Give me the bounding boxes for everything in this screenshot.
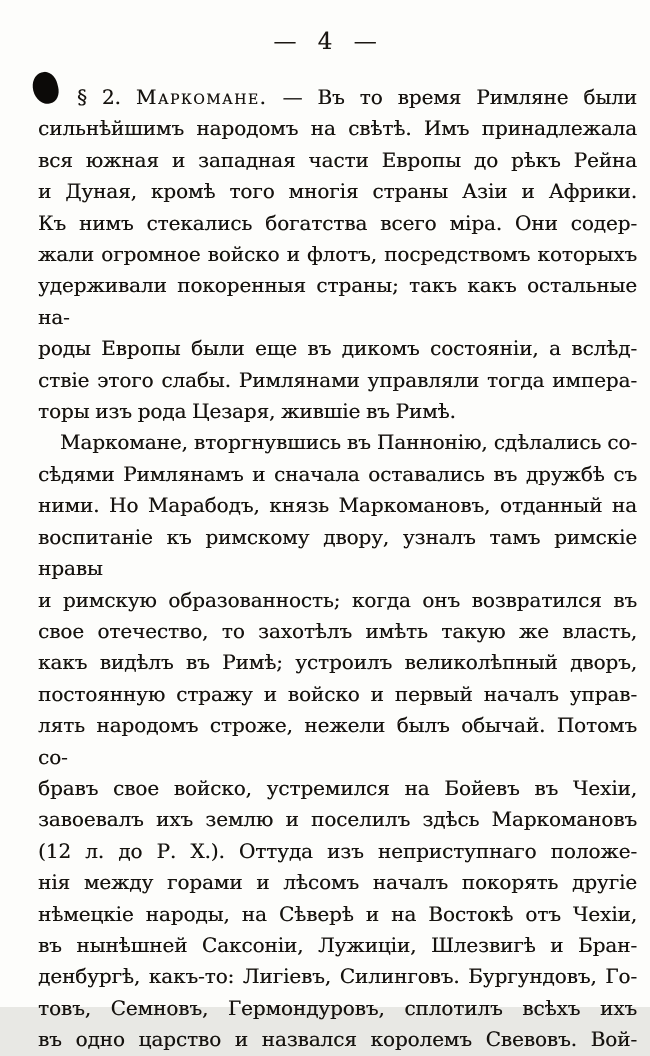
page-text-block xyxy=(38,82,637,1056)
text-line: сѣдями Римлянамъ и сначала оставались въ дружбѣ съ xyxy=(38,461,637,486)
text-line: воспитаніе къ римскому двору, узналъ тамъ римскіе нравы xyxy=(38,524,637,581)
text-line: и римскую образованность; когда онъ возвратился въ xyxy=(38,587,637,612)
text-line: въ нынѣшней Саксоніи, Лужиціи, Шлезвигѣ и Бран- xyxy=(38,932,637,957)
text-line: завоевалъ ихъ землю и поселилъ здѣсь Маркомановъ xyxy=(38,807,637,832)
text-line: въ одно царство и назвался королемъ Свевовъ. Вой- xyxy=(38,1027,637,1052)
text-line: какъ видѣлъ въ Римѣ; устроилъ великолѣпный дворъ, xyxy=(38,650,637,675)
text-line: вся южная и западная части Европы до рѣкъ Рейна xyxy=(38,147,637,172)
heading-dash: — xyxy=(282,85,303,109)
page-header xyxy=(0,31,650,54)
section-heading-line xyxy=(38,82,637,113)
text-line: нѣмецкіе народы, на Сѣверѣ и на Востокѣ отъ Чехіи, xyxy=(38,901,637,926)
text-line: денбургѣ, какъ-то: Лигіевъ, Силинговъ. Бургундовъ, Го- xyxy=(38,964,637,989)
text-line: нія между горами и лѣсомъ началъ покорять другіе xyxy=(38,870,637,895)
paragraph-end-line: торы изъ рода Цезаря, жившіе въ Римѣ. xyxy=(38,399,456,424)
text-line: (12 л. до Р. Х.). Оттуда изъ неприступнаго положе- xyxy=(38,838,637,863)
text-line: лять народомъ строже, нежели былъ обычай. Потомъ со- xyxy=(38,713,637,769)
header-dash-right: — xyxy=(353,29,377,55)
header-dash-left: — xyxy=(273,29,297,55)
heading-line-text: Въ то время Римляне были xyxy=(317,85,637,109)
text-line: бравъ свое войско, устремился на Бойевъ въ Чехіи, xyxy=(38,775,637,800)
text-line: ствіе этого слабы. Римлянами управляли тогда импера- xyxy=(38,367,637,392)
text-line: товъ, Семновъ, Гермондуровъ, сплотилъ всѣхъ ихъ xyxy=(38,995,637,1020)
paragraph-start-line: Маркомане, вторгнувшись въ Паннонію, сдѣлались со- xyxy=(60,430,637,455)
text-line: свое отечество, то захотѣлъ имѣть такую же власть, xyxy=(38,618,637,643)
text-line: ними. Но Марабодъ, князь Маркомановъ, отданный на xyxy=(38,493,637,518)
page-number: 4 xyxy=(317,29,333,55)
text-line: и Дуная, кромѣ того многія страны Азіи и Африки. xyxy=(38,179,637,204)
text-line: жали огромное войско и флотъ, посредствомъ которыхъ xyxy=(38,242,637,267)
text-line: роды Европы были еще въ дикомъ состояніи, а вслѣд- xyxy=(38,336,637,361)
text-line: Къ нимъ стекались богатства всего міра. Они содер- xyxy=(38,210,637,235)
text-line: постоянную стражу и войско и первый началъ управ- xyxy=(38,681,637,706)
text-line: сильнѣйшимъ народомъ на свѣтѣ. Имъ принадлежала xyxy=(38,116,637,141)
section-title: Маркомане. xyxy=(135,85,268,109)
text-line: удерживали покоренныя страны; такъ какъ остальные на- xyxy=(38,273,637,329)
section-mark: § 2. xyxy=(77,85,121,109)
